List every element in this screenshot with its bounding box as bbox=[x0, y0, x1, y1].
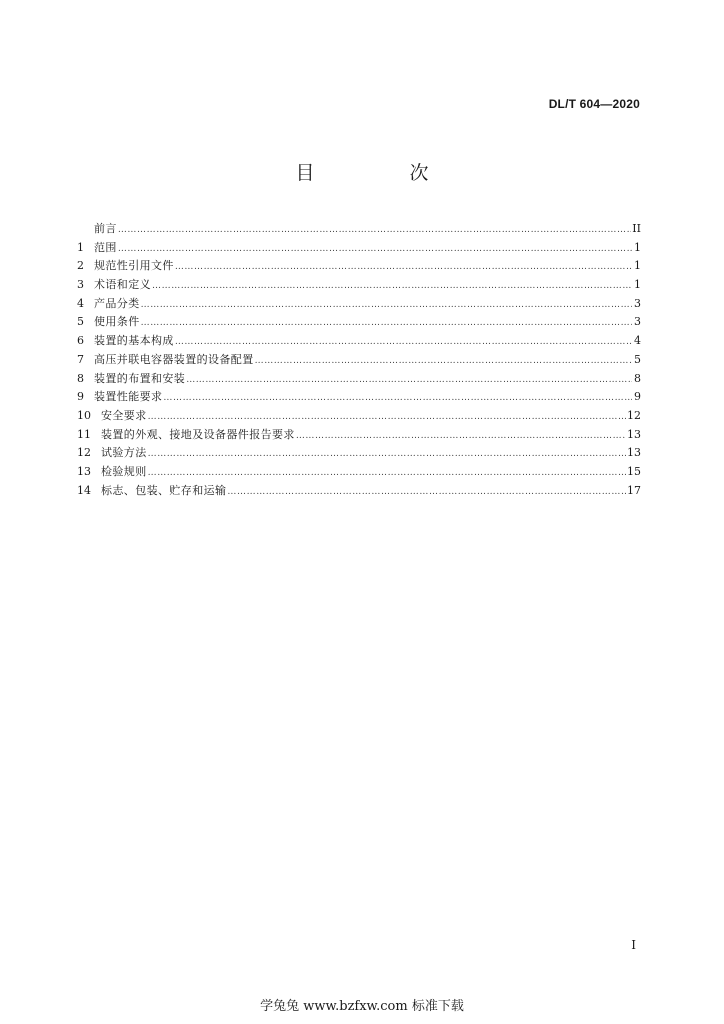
toc-title: 目 次 bbox=[295, 162, 467, 184]
toc-entry[interactable] bbox=[77, 444, 641, 463]
toc-dot-leader bbox=[141, 296, 632, 315]
toc-dot-leader bbox=[148, 445, 626, 464]
toc-entry[interactable] bbox=[77, 313, 641, 332]
toc-entry-title: 高压并联电容器装置的设备配置 bbox=[94, 352, 254, 366]
page-number: I bbox=[631, 938, 636, 952]
toc-entry-title: 检验规则 bbox=[101, 464, 147, 478]
toc-entry-number: 14 bbox=[77, 483, 91, 497]
toc-entry-number: 9 bbox=[77, 390, 84, 404]
toc-entry-page: 15 bbox=[627, 464, 641, 478]
toc-entry-number: 11 bbox=[77, 427, 91, 441]
toc-entry[interactable] bbox=[77, 370, 641, 389]
toc-entry-number: 4 bbox=[77, 296, 84, 310]
toc-dot-leader bbox=[148, 408, 626, 427]
toc-entry-page: 1 bbox=[634, 259, 641, 273]
toc-entry-page: 9 bbox=[634, 390, 641, 404]
toc-entry-page: 1 bbox=[634, 278, 641, 292]
toc-entry-page: 3 bbox=[634, 315, 641, 329]
toc-entry-number: 5 bbox=[77, 315, 84, 329]
toc-entry[interactable] bbox=[77, 332, 641, 351]
toc-dot-leader bbox=[175, 333, 632, 352]
toc-entry[interactable] bbox=[77, 482, 641, 501]
toc-dot-leader bbox=[118, 240, 632, 259]
toc-entry-page: 13 bbox=[627, 427, 641, 441]
toc-dot-leader bbox=[163, 389, 632, 408]
toc-entry[interactable] bbox=[77, 239, 641, 258]
toc-entry-page: 12 bbox=[627, 408, 641, 422]
toc-entry-title: 装置的基本构成 bbox=[94, 334, 174, 348]
standard-code: DL/T 604—2020 bbox=[548, 97, 640, 111]
toc-entry-title: 安全要求 bbox=[101, 408, 147, 422]
toc-entry-page: 5 bbox=[634, 352, 641, 366]
toc-dot-leader bbox=[141, 314, 632, 333]
toc-entry-page: 4 bbox=[634, 334, 641, 348]
toc-entry[interactable] bbox=[77, 276, 641, 295]
toc-entry-title: 装置性能要求 bbox=[94, 390, 163, 404]
toc-entry-number: 1 bbox=[77, 240, 84, 254]
toc-dot-leader bbox=[118, 221, 631, 240]
toc-entry[interactable] bbox=[77, 463, 641, 482]
toc-entry-title: 装置的布置和安装 bbox=[94, 371, 186, 385]
toc-dot-leader bbox=[148, 464, 626, 483]
toc-entry[interactable] bbox=[77, 426, 641, 445]
toc-entry[interactable] bbox=[77, 351, 641, 370]
toc-entry-title: 装置的外观、接地及设备器件报告要求 bbox=[101, 427, 295, 441]
toc-entry-title: 范围 bbox=[94, 240, 117, 254]
toc-entry-page: 17 bbox=[627, 483, 641, 497]
toc-entry[interactable] bbox=[77, 388, 641, 407]
toc-entry-title: 规范性引用文件 bbox=[94, 259, 174, 273]
toc-entry-title: 术语和定义 bbox=[94, 278, 151, 292]
table-of-contents bbox=[77, 220, 641, 500]
toc-entry[interactable] bbox=[77, 295, 641, 314]
toc-entry-number: 12 bbox=[77, 446, 91, 460]
toc-entry-number: 2 bbox=[77, 259, 84, 273]
toc-entry[interactable] bbox=[77, 407, 641, 426]
toc-entry-title: 标志、包装、贮存和运输 bbox=[101, 483, 227, 497]
toc-entry-number: 10 bbox=[77, 408, 91, 422]
toc-entry[interactable] bbox=[77, 220, 641, 239]
toc-entry-number: 6 bbox=[77, 334, 84, 348]
download-watermark: 学兔兔 www.bzfxw.com 标准下载 bbox=[260, 999, 464, 1014]
toc-dot-leader bbox=[227, 483, 626, 502]
toc-entry-title: 前言 bbox=[94, 222, 117, 235]
toc-dot-leader bbox=[255, 352, 632, 371]
toc-entry-number: 13 bbox=[77, 464, 91, 478]
toc-entry-page: 3 bbox=[634, 296, 641, 310]
toc-entry-page: II bbox=[632, 222, 641, 235]
toc-dot-leader bbox=[175, 258, 632, 277]
toc-entry-number: 8 bbox=[77, 371, 84, 385]
toc-entry-title: 产品分类 bbox=[94, 296, 140, 310]
toc-entry-title: 使用条件 bbox=[94, 315, 140, 329]
toc-entry-page: 1 bbox=[634, 240, 641, 254]
toc-entry-page: 8 bbox=[634, 371, 641, 385]
toc-entry-number: 7 bbox=[77, 352, 84, 366]
toc-entry[interactable] bbox=[77, 257, 641, 276]
toc-dot-leader bbox=[296, 427, 626, 446]
toc-dot-leader bbox=[152, 277, 632, 296]
toc-entry-number: 3 bbox=[77, 278, 84, 292]
toc-entry-page: 13 bbox=[627, 446, 641, 460]
toc-entry-title: 试验方法 bbox=[101, 446, 147, 460]
toc-dot-leader bbox=[186, 371, 632, 390]
